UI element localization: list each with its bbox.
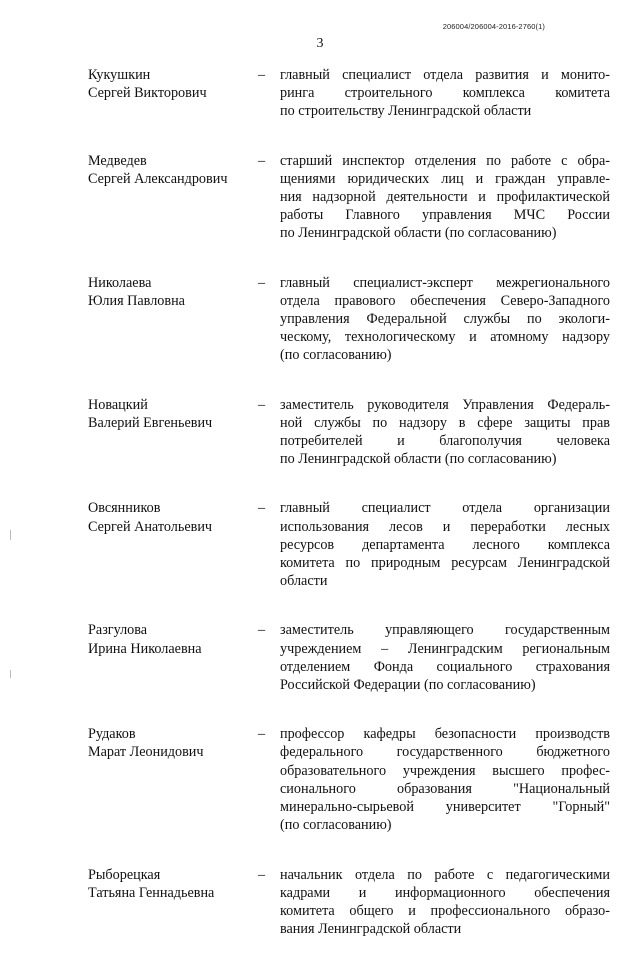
position-line: по строительству Ленинградской области <box>280 103 532 120</box>
member-position <box>280 499 610 590</box>
position-line: заместитель руководителя Управления Федераль- <box>280 396 610 413</box>
member-given-names: Сергей Александрович <box>88 170 228 187</box>
separator-dash: – <box>258 67 266 83</box>
separator-dash: – <box>258 726 266 743</box>
member-position <box>280 866 610 939</box>
position-line: комитета общего и профессионального образо- <box>280 902 610 919</box>
member-entry <box>88 725 610 834</box>
member-position <box>280 66 610 121</box>
member-surname: Николаева <box>88 274 152 291</box>
scan-margin-mark <box>10 530 11 540</box>
position-line: вания Ленинградской области <box>280 921 462 938</box>
member-list <box>88 66 610 969</box>
position-line: по Ленинградской области (по согласованию) <box>280 451 557 468</box>
position-line: использования лесов и переработки лесных <box>280 518 610 535</box>
member-given-names: Юлия Павловна <box>88 292 185 309</box>
separator-dash: – <box>258 396 266 413</box>
member-entry <box>88 396 610 469</box>
position-line: сионального образования "Национальный <box>280 780 610 797</box>
document-id: 206004/206004-2016-2760(1) <box>442 22 545 31</box>
member-surname: Кукушкин <box>88 67 151 83</box>
member-surname: Рудаков <box>88 726 136 743</box>
position-line: профессор кафедры безопасности производств <box>280 726 610 743</box>
position-line: Российской Федерации (по согласованию) <box>280 677 536 694</box>
member-name <box>88 152 258 188</box>
member-surname: Новацкий <box>88 396 148 413</box>
member-position <box>280 621 610 694</box>
separator-dash: – <box>258 866 266 883</box>
member-name <box>88 499 258 535</box>
member-surname: Овсянников <box>88 500 161 517</box>
position-line: образовательного учреждения высшего профес- <box>280 762 610 779</box>
member-name <box>88 274 258 310</box>
member-name <box>88 396 258 432</box>
member-surname: Рыборецкая <box>88 866 161 883</box>
member-entry <box>88 274 610 365</box>
position-line: управления Федеральной службы по экологи- <box>280 311 610 328</box>
position-line: старший инспектор отделения по работе с обра- <box>280 152 610 169</box>
member-given-names: Валерий Евгеньевич <box>88 414 213 431</box>
separator-dash: – <box>258 500 266 517</box>
member-given-names: Марат Леонидович <box>88 744 204 761</box>
separator-dash: – <box>258 622 266 639</box>
member-name <box>88 866 258 902</box>
scan-margin-mark <box>10 670 11 678</box>
position-line: отдела правового обеспечения Северо-Западного <box>280 292 610 309</box>
member-entry <box>88 499 610 590</box>
member-position <box>280 152 610 243</box>
member-given-names: Сергей Анатольевич <box>88 518 213 535</box>
position-line: области <box>280 573 328 590</box>
member-surname: Разгулова <box>88 622 148 639</box>
member-name <box>88 725 258 761</box>
position-line: учреждением – Ленинградским региональным <box>280 640 610 657</box>
member-name <box>88 621 258 657</box>
position-line: кадрами и информационного обеспечения <box>280 884 610 901</box>
member-entry <box>88 152 610 243</box>
position-line: потребителей и благополучия человека <box>280 433 610 450</box>
position-line: главный специалист отдела организации <box>280 500 610 517</box>
position-line: комитета по природным ресурсам Ленинградской <box>280 555 610 572</box>
member-given-names: Сергей Викторович <box>88 85 207 102</box>
position-line: ной службы по надзору в сфере защиты прав <box>280 414 610 431</box>
member-entry <box>88 621 610 694</box>
position-line: заместитель управляющего государственным <box>280 622 610 639</box>
member-given-names: Ирина Николаевна <box>88 640 202 657</box>
position-line: по Ленинградской области (по согласованию) <box>280 225 557 242</box>
member-position <box>280 396 610 469</box>
member-position <box>280 274 610 365</box>
page-number: 3 <box>316 36 324 51</box>
position-line: начальник отдела по работе с педагогическими <box>280 866 610 883</box>
position-line: минерально-сырьевой университет "Горный" <box>280 799 610 816</box>
member-position <box>280 725 610 834</box>
position-line: ческому, технологическому и атомному надзору <box>280 329 610 346</box>
position-line: главный специалист-эксперт межрегионального <box>280 274 610 291</box>
position-line: отделением Фонда социального страхования <box>280 658 610 675</box>
position-line: ния надзорной деятельности и профилактической <box>280 189 610 206</box>
separator-dash: – <box>258 274 266 291</box>
member-entry <box>88 866 610 939</box>
position-line: главный специалист отдела развития и монито- <box>280 67 610 83</box>
position-line: федерального государственного бюджетного <box>280 744 610 761</box>
member-entry <box>88 66 610 121</box>
position-line: работы Главного управления МЧС России <box>280 207 610 224</box>
position-line: ринга строительного комплекса комитета <box>280 85 610 102</box>
separator-dash: – <box>258 152 266 169</box>
member-surname: Медведев <box>88 152 147 169</box>
position-line: щениями юридических лиц и граждан управле- <box>280 170 610 187</box>
position-line: ресурсов департамента лесного комплекса <box>280 536 610 553</box>
member-name <box>88 66 258 102</box>
position-line: (по согласованию) <box>280 817 392 834</box>
member-given-names: Татьяна Геннадьевна <box>88 884 215 901</box>
position-line: (по согласованию) <box>280 347 392 364</box>
